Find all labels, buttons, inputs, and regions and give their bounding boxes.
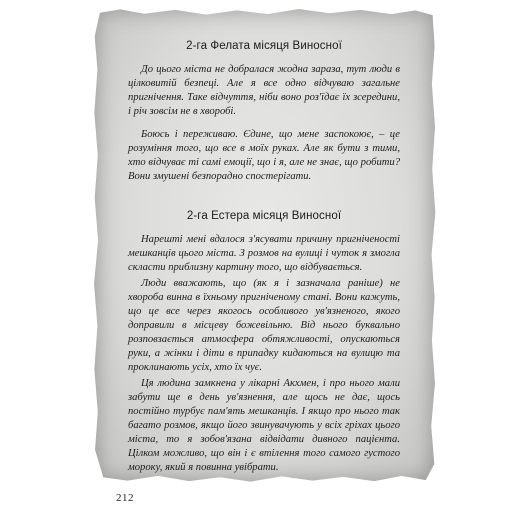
page-number: 212 bbox=[116, 492, 134, 504]
entry-paragraph: Боюсь і переживаю. Єдине, що мене заспокоює, – це розуміння того, що все в моїх руках. Але як бути з тими, хто відчуває ті самі емоції, що і я, але не знає, що робити? Вони змушені безпорадно спостерігати. bbox=[128, 129, 400, 182]
entry-paragraph: Нарешті мені вдалося з'ясувати причину пригніченості мешканців цього міста. З розмов на вулиці і чуток я змогла скласти приблизну картину того, що відбувається. bbox=[128, 234, 400, 273]
diary-entry-1 bbox=[128, 40, 400, 184]
entry-heading: 2-га Естера місяця Виносної bbox=[186, 210, 342, 222]
entry-paragraph: Люди вважають, що (як я і зазначала раніше) не хвороба винна в їхньому пригніченому стані. Вони кажуть, що це все через якогось особливого ув'язненого, якого доправили в місцеву божевільню. Від нього буквально розповзається атмосфера обтяжливості, опускаються руки, а жінки і діти в припадку кидаються на вулицю та проклинають усіх, хто їх чує. bbox=[128, 278, 400, 373]
entry-heading: 2-га Фелата місяця Виносної bbox=[186, 40, 342, 52]
entry-paragraph: До цього міста не добралася жодна зараза, тут люди в цілковитій безпеці. Але я все одно відчуваю загальне пригнічення. Таке відчуття, ніби воно роз'їдає їх зсередини, і річ зовсім не в хворобі. bbox=[128, 64, 400, 117]
diary-content bbox=[128, 40, 400, 475]
entry-paragraph: Ця людина замкнена у лікарні Акхмен, і про нього мали забути ще в день ув'язнення, але щось не дає, щось постійно турбує пам'ять мешканців. І якщо про нього так багато розмов, якщо його звинувачують у всіх гріхах цього міста, то я зобов'язана відвідати дивного пацієнта. Цілком можливо, що він і є втілення того самого густого мороку, який я повинна увібрати. bbox=[128, 378, 400, 473]
diary-entry-2 bbox=[128, 210, 400, 475]
